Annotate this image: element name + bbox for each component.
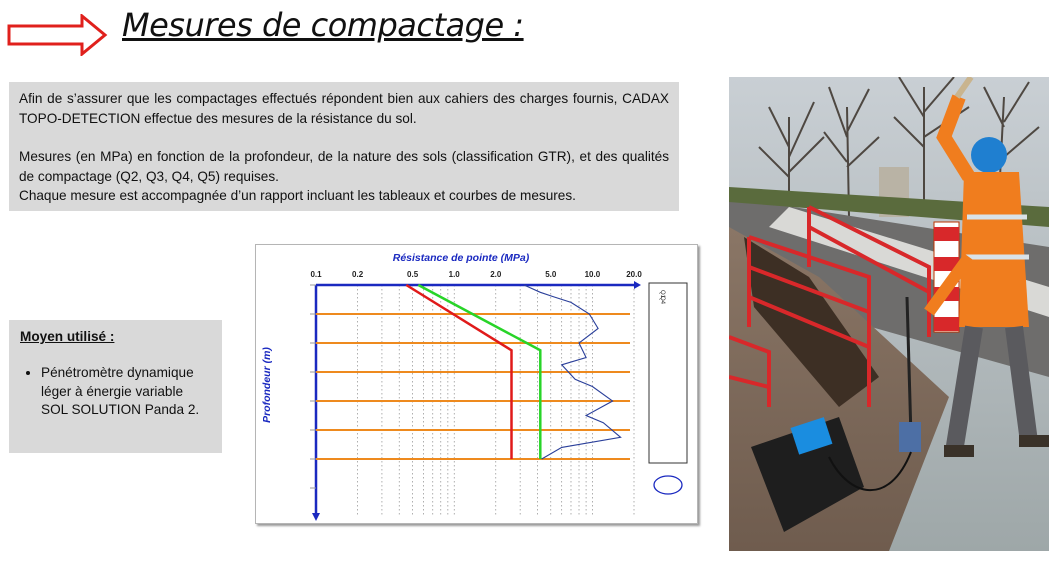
- chart-x-tick-label: 20.0: [626, 270, 642, 279]
- intro-paragraph-2-line-1: Mesures (en MPa) en fonction de la profondeur, de la nature des sols (classification GTR), et des qualités de compactage (Q2, Q3, Q4, Q5) requises.: [19, 149, 669, 184]
- intro-paragraph-2-line-2: Chaque mesure est accompagnée d’un rapport incluant les tableaux et courbes de mesures.: [19, 188, 576, 203]
- chart-legend-circle: [654, 476, 682, 494]
- equipment-panel: [9, 320, 222, 453]
- chart-title: Résistance de pointe (MPa): [392, 252, 530, 264]
- equipment-heading: Moyen utilisé :: [20, 329, 115, 344]
- equipment-list: [20, 364, 211, 420]
- field-photo: [729, 77, 1049, 551]
- chart-legend-label: Q1: [659, 290, 665, 299]
- chart-y-axis-label: Profondeur (m): [261, 347, 273, 423]
- chart-x-tick-label: 2.0: [490, 270, 502, 279]
- chart-y-axis-arrowhead: [312, 513, 320, 521]
- chart-svg: [256, 245, 697, 523]
- chart-x-tick-label: 0.2: [352, 270, 364, 279]
- chart-x-axis-arrowhead: [634, 281, 641, 289]
- chart-legend-label: Q4: [659, 296, 665, 305]
- red-arrow-icon: [6, 14, 108, 56]
- intro-paragraph-2: [19, 147, 669, 206]
- equipment-item: • Pénétromètre dynamique léger à énergie variable SOL SOLUTION Panda 2.: [41, 364, 211, 420]
- chart-x-tick-label: 10.0: [584, 270, 601, 279]
- chart-x-tick-label: 1.0: [448, 270, 460, 279]
- intro-panel: [9, 82, 679, 211]
- chart-legend-box: [649, 283, 687, 463]
- chart-x-tick-label: 5.0: [545, 270, 557, 279]
- intro-paragraph-1: Afin de s’assurer que les compactages effectués répondent bien aux cahiers des charges fournis, CADAX TOPO-DETECTION effectue des mesures de la résistance du sol.: [19, 91, 669, 126]
- chart-x-tick-label: 0.5: [407, 270, 419, 279]
- chart-x-tick-label: 0.1: [310, 270, 322, 279]
- penetrometer-chart: [255, 244, 698, 524]
- page-title: Mesures de compactage :: [122, 6, 524, 44]
